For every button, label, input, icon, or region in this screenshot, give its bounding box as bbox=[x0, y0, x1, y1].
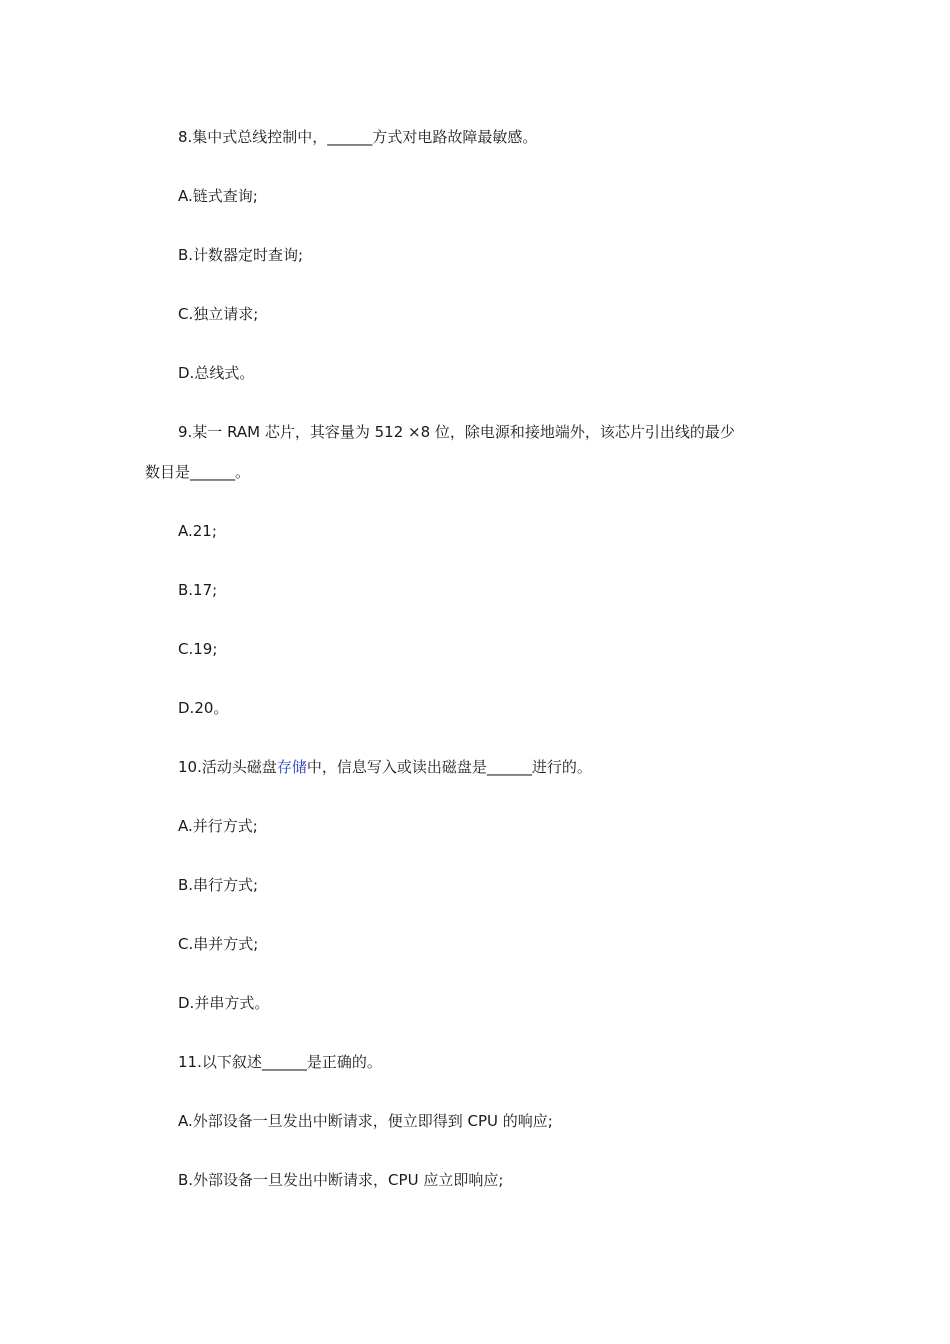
question-9-option-b: B.17; bbox=[178, 581, 218, 599]
question-10-stem-after: 中，信息写入或读出磁盘是______进行的。 bbox=[306, 758, 592, 776]
question-11-stem: 11.以下叙述______是正确的。 bbox=[178, 1053, 382, 1071]
question-9-stem-line2: 数目是______。 bbox=[145, 463, 251, 481]
question-10-stem-before: 10.活动头磁盘 bbox=[178, 758, 277, 776]
question-10-option-a: A.并行方式; bbox=[178, 817, 258, 835]
question-8-stem: 8.集中式总线控制中，______方式对电路故障最敏感。 bbox=[178, 128, 538, 146]
question-9-option-a: A.21; bbox=[178, 522, 217, 540]
question-9-option-d: D.20。 bbox=[178, 699, 229, 717]
question-8-option-a: A.链式查询; bbox=[178, 187, 258, 205]
question-10-option-b: B.串行方式; bbox=[178, 876, 259, 894]
storage-link[interactable]: 存储 bbox=[276, 758, 307, 776]
question-9-stem-line1: 9.某一 RAM 芯片，其容量为 512 ×8 位，除电源和接地端外，该芯片引出线的最少 bbox=[178, 423, 735, 441]
question-8-option-b: B.计数器定时查询; bbox=[178, 246, 304, 264]
question-8-option-c: C.独立请求; bbox=[178, 305, 259, 323]
question-10-option-d: D.并串方式。 bbox=[178, 994, 270, 1012]
question-11-option-a: A.外部设备一旦发出中断请求，便立即得到 CPU 的响应; bbox=[178, 1112, 553, 1130]
question-8-option-d: D.总线式。 bbox=[178, 364, 255, 382]
question-10-stem bbox=[178, 757, 592, 777]
question-9-option-c: C.19; bbox=[178, 640, 218, 658]
question-11-option-b: B.外部设备一旦发出中断请求，CPU 应立即响应; bbox=[178, 1171, 504, 1189]
question-10-option-c: C.串并方式; bbox=[178, 935, 259, 953]
